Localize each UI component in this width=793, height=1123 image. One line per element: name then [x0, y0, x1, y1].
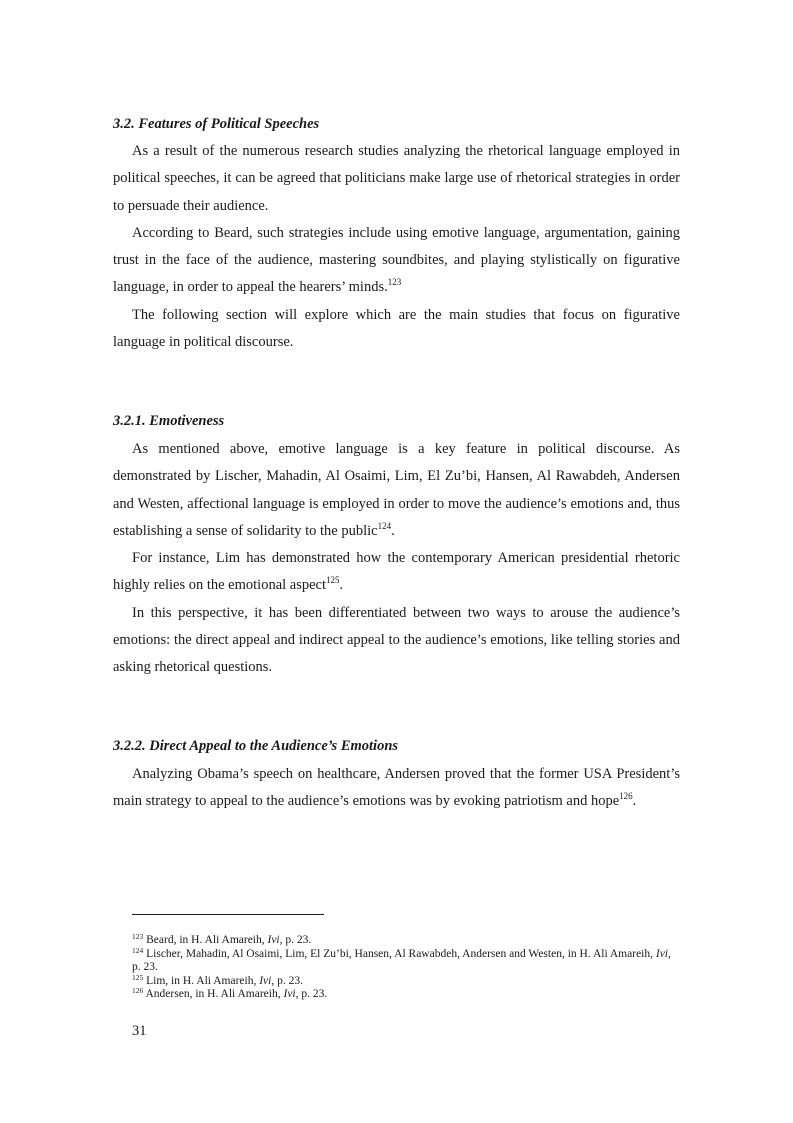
paragraph-end: .: [339, 577, 344, 594]
paragraph-text: In this perspective, it has been differentiated between two ways to arouse the audience’s emotions: the direct appeal and indirect appeal to the audience’s emotions, like telling stories and asking rhetorical questions.: [113, 604, 680, 676]
paragraph: [113, 436, 680, 545]
footnote: [132, 972, 680, 989]
footnote-text: Beard, in H. Ali Amareih,: [146, 934, 268, 946]
footnote: [132, 934, 680, 948]
paragraph: [113, 545, 680, 600]
footnotes: [132, 934, 680, 1002]
footnote-page: , p. 23.: [295, 988, 328, 1001]
heading-3-2: 3.2. Features of Political Speeches: [113, 116, 320, 132]
paragraph-text: The following section will explore which are the main studies that focus on figurative language in political discourse.: [113, 306, 680, 351]
paragraph-text: For instance, Lim has demonstrated how the contemporary American presidential rhetoric highly relies on the emotional aspect: [113, 550, 680, 594]
document-page: [113, 0, 680, 1123]
section-3-2-1-body: [113, 436, 680, 682]
footnote-number: 126: [132, 986, 144, 996]
footnote-text: Lim, in H. Ali Amareih,: [146, 974, 260, 987]
paragraph: [113, 302, 680, 357]
footnote-number: 125: [132, 972, 144, 982]
heading-3-2-1: 3.2.1. Emotiveness: [113, 413, 225, 429]
footnote-text: Andersen, in H. Ali Amareih,: [145, 988, 284, 1001]
footnote-page: , p. 23.: [271, 974, 303, 987]
footnote-page: , p. 23.: [132, 947, 671, 974]
footnote: [132, 988, 680, 1002]
paragraph-text: Analyzing Obama’s speech on healthcare, Andersen proved that the former USA President’s main strategy to appeal to the audience’s emotions was by evoking patriotism and hope: [113, 766, 680, 810]
page-number: 31: [132, 1023, 147, 1039]
paragraph-end: .: [391, 522, 395, 539]
paragraph-text: As a result of the numerous research studies analyzing the rhetorical language employed in political speeches, it can be agreed that politicians make large use of rhetorical strategies in order to persuade their audience.: [113, 143, 680, 214]
footnote-ivi: Ivi: [655, 947, 669, 960]
section-3-2-body: [113, 138, 680, 356]
footnote: [132, 945, 680, 975]
footnote-text: Lischer, Mahadin, Al Osaimi, Lim, El Zu’bi, Hansen, Al Rawabdeh, Andersen and Westen, in H. Ali Amareih,: [146, 947, 656, 960]
footnote-page: , p. 23.: [279, 934, 312, 946]
footnote-number: 123: [132, 932, 144, 941]
footnote-separator: [132, 914, 324, 915]
footnote-ref[interactable]: 126: [619, 791, 633, 802]
footnote-ivi: Ivi: [267, 934, 280, 946]
paragraph: [113, 761, 680, 816]
heading-3-2-2: 3.2.2. Direct Appeal to the Audience’s Emotions: [113, 738, 399, 754]
paragraph: [113, 220, 680, 302]
footnote-ref[interactable]: 125: [326, 575, 340, 586]
footnote-number: 124: [132, 945, 144, 955]
paragraph: [113, 138, 680, 220]
footnote-ref[interactable]: 123: [387, 277, 402, 288]
section-3-2-2-body: [113, 761, 680, 816]
paragraph-text: As mentioned above, emotive language is a key feature in political discourse. As demonstrated by Lischer, Mahadin, Al Osaimi, Lim, El Zu’bi, Hansen, Al Rawabdeh, Andersen and Westen, affectional language is employed in order to move the audience’s emotions and, thus establishing a sense of solidarity to the public: [113, 441, 680, 539]
paragraph-end: .: [632, 793, 637, 810]
paragraph: [113, 600, 680, 682]
paragraph-text: According to Beard, such strategies include using emotive language, argumentation, gaining trust in the face of the audience, mastering soundbites, and playing stylistically on figurative language, in order to appeal the hearers’ minds.: [113, 224, 680, 296]
footnote-ivi: Ivi: [283, 988, 296, 1001]
footnote-ivi: Ivi: [259, 974, 272, 987]
footnote-ref[interactable]: 124: [377, 520, 392, 531]
